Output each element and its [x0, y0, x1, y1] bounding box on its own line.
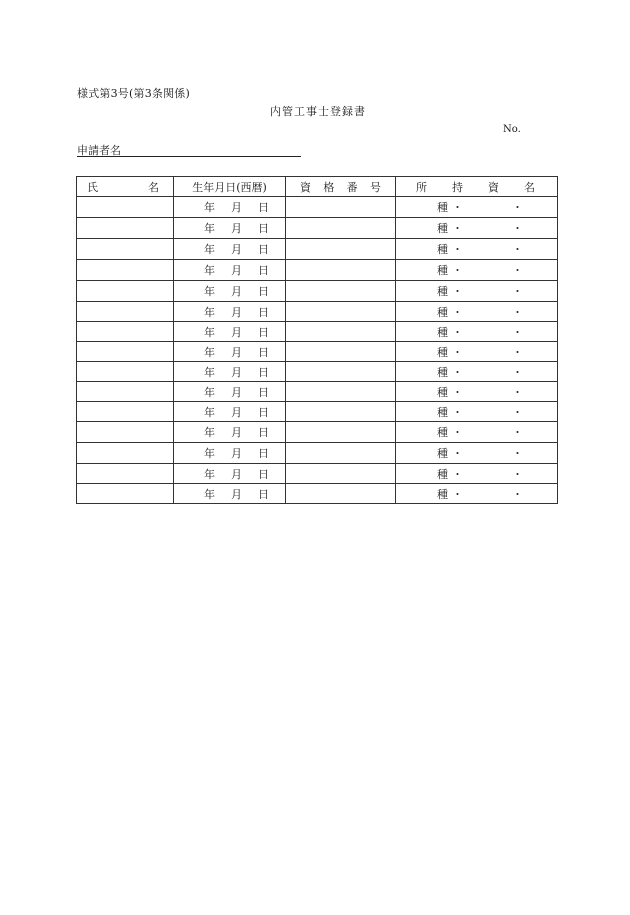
- header-qual-part: 号: [369, 180, 381, 194]
- month-label: 月: [231, 222, 242, 235]
- separator-dot: ・: [512, 222, 523, 235]
- day-label: 日: [258, 201, 269, 214]
- table-row: [77, 197, 558, 218]
- separator-dot: ・: [512, 426, 523, 439]
- day-label: 日: [258, 385, 269, 399]
- separator-dot: ・: [452, 487, 463, 501]
- month-label: 月: [231, 426, 242, 439]
- day-label: 日: [258, 325, 269, 339]
- day-label: 日: [258, 305, 269, 319]
- name-cell[interactable]: [77, 197, 174, 218]
- date-of-birth-cell[interactable]: [174, 422, 286, 443]
- separator-dot: ・: [512, 201, 523, 214]
- kind-label: 種: [437, 264, 448, 277]
- qualification-number-cell[interactable]: [286, 260, 396, 281]
- day-label: 日: [258, 487, 269, 501]
- month-label: 月: [231, 467, 242, 481]
- header-held-part: 持: [452, 180, 463, 194]
- year-label: 年: [204, 243, 215, 256]
- table-row: [77, 382, 558, 402]
- separator-dot: ・: [452, 243, 463, 256]
- held-qualification-cell[interactable]: [396, 260, 558, 281]
- day-label: 日: [258, 467, 269, 481]
- document-title: [0, 103, 630, 119]
- qualification-number-cell[interactable]: [286, 281, 396, 302]
- date-of-birth-cell[interactable]: [174, 464, 286, 484]
- name-cell[interactable]: [77, 239, 174, 260]
- month-label: 月: [231, 243, 242, 256]
- month-label: 月: [231, 325, 242, 339]
- month-label: 月: [231, 385, 242, 399]
- date-of-birth-cell[interactable]: [174, 218, 286, 239]
- date-of-birth-cell[interactable]: [174, 484, 286, 504]
- separator-dot: ・: [452, 345, 463, 359]
- separator-dot: ・: [512, 285, 523, 298]
- separator-dot: ・: [512, 447, 523, 460]
- table-row: [77, 218, 558, 239]
- table-row: [77, 281, 558, 302]
- kind-label: 種: [437, 405, 448, 419]
- kind-label: 種: [437, 385, 448, 399]
- qualification-number-cell[interactable]: [286, 342, 396, 362]
- year-label: 年: [204, 467, 215, 481]
- date-of-birth-cell[interactable]: [174, 239, 286, 260]
- qualification-number-cell[interactable]: [286, 382, 396, 402]
- separator-dot: ・: [452, 201, 463, 214]
- year-label: 年: [204, 365, 215, 379]
- applicant-name-label: 申請者名: [77, 144, 121, 157]
- month-label: 月: [231, 305, 242, 319]
- name-cell[interactable]: [77, 281, 174, 302]
- held-qualification-cell[interactable]: [396, 402, 558, 422]
- day-label: 日: [258, 426, 269, 439]
- table-row: [77, 302, 558, 322]
- day-label: 日: [258, 285, 269, 298]
- table-row: [77, 322, 558, 342]
- separator-dot: ・: [452, 222, 463, 235]
- qualification-number-cell[interactable]: [286, 197, 396, 218]
- header-name-part: 氏: [87, 180, 98, 194]
- qualification-number-cell[interactable]: [286, 218, 396, 239]
- qualification-number-cell[interactable]: [286, 464, 396, 484]
- separator-dot: ・: [512, 467, 523, 481]
- table-row: [77, 362, 558, 382]
- held-qualification-cell[interactable]: [396, 239, 558, 260]
- date-of-birth-cell[interactable]: [174, 443, 286, 464]
- kind-label: 種: [437, 285, 448, 298]
- held-qualification-cell[interactable]: [396, 443, 558, 464]
- table-row: [77, 484, 558, 504]
- year-label: 年: [204, 487, 215, 501]
- name-cell[interactable]: [77, 362, 174, 382]
- form-number: 様式第3号(第3条関係): [77, 87, 190, 100]
- name-cell[interactable]: [77, 464, 174, 484]
- header-dob-text: 生年月日(西暦): [192, 180, 267, 194]
- held-qualification-cell[interactable]: [396, 484, 558, 504]
- name-cell[interactable]: [77, 260, 174, 281]
- kind-label: 種: [437, 426, 448, 439]
- qualification-number-cell[interactable]: [286, 402, 396, 422]
- separator-dot: ・: [512, 264, 523, 277]
- day-label: 日: [258, 243, 269, 256]
- name-cell[interactable]: [77, 422, 174, 443]
- date-of-birth-cell[interactable]: [174, 342, 286, 362]
- name-cell[interactable]: [77, 402, 174, 422]
- kind-label: 種: [437, 325, 448, 339]
- qualification-number-cell[interactable]: [286, 422, 396, 443]
- qualification-number-cell[interactable]: [286, 302, 396, 322]
- registration-table: [76, 176, 558, 504]
- header-held-part: 名: [524, 180, 535, 194]
- table-row: [77, 402, 558, 422]
- table-row: [77, 239, 558, 260]
- separator-dot: ・: [452, 426, 463, 439]
- kind-label: 種: [437, 447, 448, 460]
- kind-label: 種: [437, 345, 448, 359]
- date-of-birth-cell[interactable]: [174, 197, 286, 218]
- registration-number-label: No.: [503, 124, 521, 135]
- year-label: 年: [204, 345, 215, 359]
- table-row: [77, 464, 558, 484]
- date-of-birth-cell[interactable]: [174, 382, 286, 402]
- month-label: 月: [231, 345, 242, 359]
- separator-dot: ・: [512, 405, 523, 419]
- year-label: 年: [204, 201, 215, 214]
- name-cell[interactable]: [77, 302, 174, 322]
- year-label: 年: [204, 285, 215, 298]
- table-row: [77, 342, 558, 362]
- separator-dot: ・: [452, 405, 463, 419]
- held-qualification-cell[interactable]: [396, 281, 558, 302]
- held-qualification-cell[interactable]: [396, 382, 558, 402]
- separator-dot: ・: [452, 264, 463, 277]
- separator-dot: ・: [512, 325, 523, 339]
- separator-dot: ・: [452, 467, 463, 481]
- table-row: [77, 422, 558, 443]
- held-qualification-cell[interactable]: [396, 464, 558, 484]
- year-label: 年: [204, 325, 215, 339]
- date-of-birth-cell[interactable]: [174, 362, 286, 382]
- month-label: 月: [231, 405, 242, 419]
- date-of-birth-cell[interactable]: [174, 281, 286, 302]
- header-name-part: 名: [148, 180, 159, 194]
- kind-label: 種: [437, 487, 448, 501]
- day-label: 日: [258, 345, 269, 359]
- year-label: 年: [204, 264, 215, 277]
- name-cell[interactable]: [77, 484, 174, 504]
- held-qualification-cell[interactable]: [396, 302, 558, 322]
- separator-dot: ・: [512, 365, 523, 379]
- header-qual-part: 格: [323, 180, 335, 194]
- year-label: 年: [204, 222, 215, 235]
- year-label: 年: [204, 305, 215, 319]
- month-label: 月: [231, 285, 242, 298]
- name-cell[interactable]: [77, 443, 174, 464]
- qualification-number-cell[interactable]: [286, 362, 396, 382]
- kind-label: 種: [437, 243, 448, 256]
- header-held-qualification: [396, 177, 558, 197]
- held-qualification-cell[interactable]: [396, 322, 558, 342]
- header-held-part: 資: [488, 180, 499, 194]
- applicant-name-field[interactable]: [77, 141, 301, 157]
- header-date-of-birth: [174, 177, 286, 197]
- header-qualification-number: [286, 177, 396, 197]
- date-of-birth-cell[interactable]: [174, 302, 286, 322]
- date-of-birth-cell[interactable]: [174, 322, 286, 342]
- month-label: 月: [231, 365, 242, 379]
- held-qualification-cell[interactable]: [396, 422, 558, 443]
- day-label: 日: [258, 405, 269, 419]
- separator-dot: ・: [512, 243, 523, 256]
- qualification-number-cell[interactable]: [286, 443, 396, 464]
- held-qualification-cell[interactable]: [396, 218, 558, 239]
- year-label: 年: [204, 447, 215, 460]
- header-held-part: 所: [416, 180, 427, 194]
- month-label: 月: [231, 264, 242, 277]
- separator-dot: ・: [512, 345, 523, 359]
- table-header-row: [77, 177, 558, 197]
- year-label: 年: [204, 405, 215, 419]
- separator-dot: ・: [512, 487, 523, 501]
- name-cell[interactable]: [77, 382, 174, 402]
- held-qualification-cell[interactable]: [396, 362, 558, 382]
- qualification-number-cell[interactable]: [286, 484, 396, 504]
- day-label: 日: [258, 447, 269, 460]
- held-qualification-cell[interactable]: [396, 342, 558, 362]
- name-cell[interactable]: [77, 322, 174, 342]
- qualification-number-cell[interactable]: [286, 322, 396, 342]
- date-of-birth-cell[interactable]: [174, 402, 286, 422]
- day-label: 日: [258, 365, 269, 379]
- table-row: [77, 260, 558, 281]
- name-cell[interactable]: [77, 218, 174, 239]
- header-qual-part: 番: [346, 180, 358, 194]
- separator-dot: ・: [452, 285, 463, 298]
- separator-dot: ・: [512, 305, 523, 319]
- date-of-birth-cell[interactable]: [174, 260, 286, 281]
- kind-label: 種: [437, 305, 448, 319]
- month-label: 月: [231, 201, 242, 214]
- qualification-number-cell[interactable]: [286, 239, 396, 260]
- document-title-text: 内管工事士登録書: [270, 105, 366, 118]
- separator-dot: ・: [452, 325, 463, 339]
- header-qual-part: 資: [300, 180, 311, 194]
- table-row: [77, 443, 558, 464]
- separator-dot: ・: [452, 447, 463, 460]
- kind-label: 種: [437, 201, 448, 214]
- held-qualification-cell[interactable]: [396, 197, 558, 218]
- kind-label: 種: [437, 222, 448, 235]
- name-cell[interactable]: [77, 342, 174, 362]
- kind-label: 種: [437, 365, 448, 379]
- year-label: 年: [204, 426, 215, 439]
- separator-dot: ・: [512, 385, 523, 399]
- year-label: 年: [204, 385, 215, 399]
- kind-label: 種: [437, 467, 448, 481]
- month-label: 月: [231, 487, 242, 501]
- day-label: 日: [258, 264, 269, 277]
- day-label: 日: [258, 222, 269, 235]
- header-name: [77, 177, 174, 197]
- separator-dot: ・: [452, 305, 463, 319]
- separator-dot: ・: [452, 365, 463, 379]
- month-label: 月: [231, 447, 242, 460]
- separator-dot: ・: [452, 385, 463, 399]
